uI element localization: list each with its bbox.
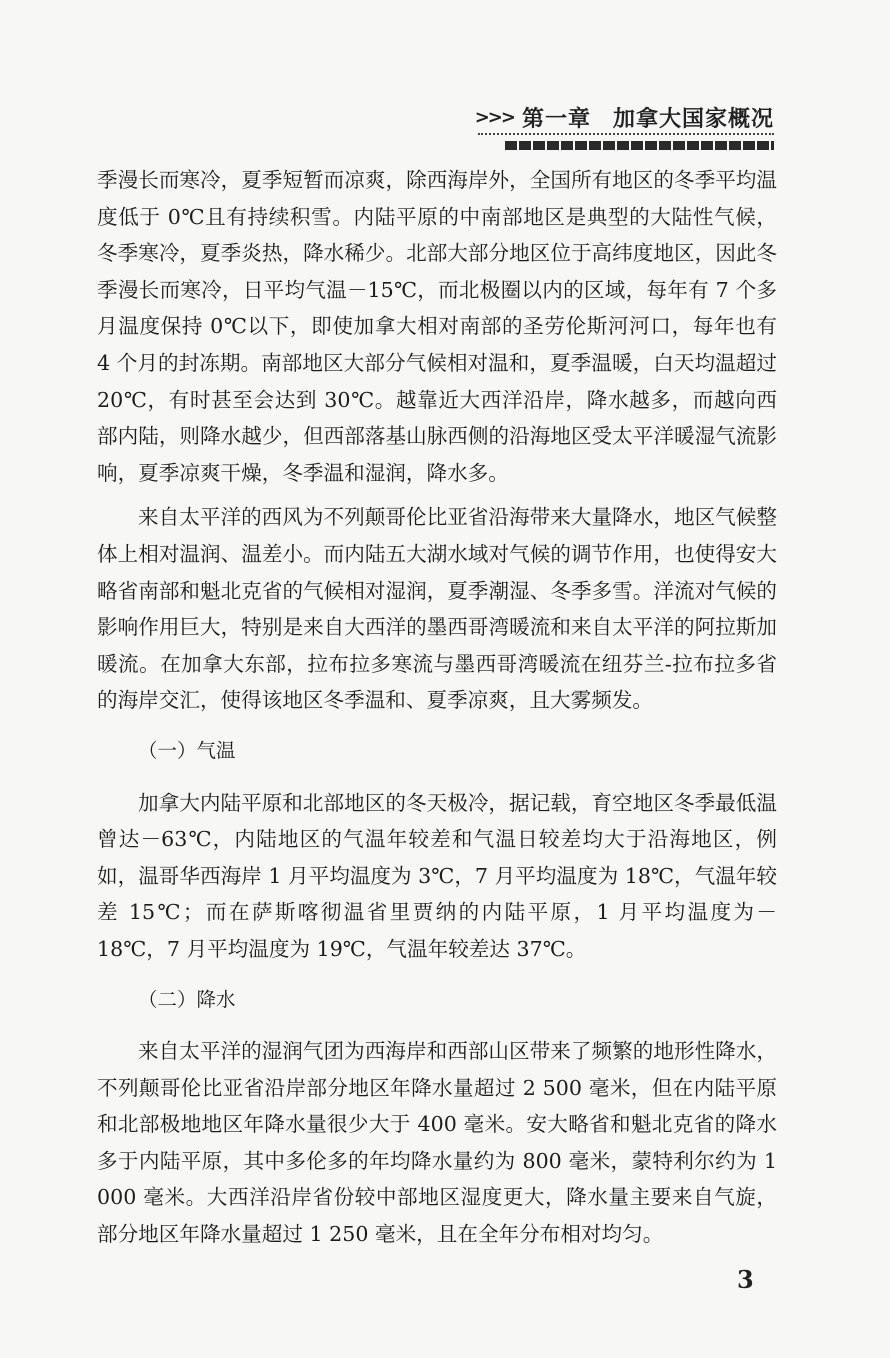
paragraph-climate-overview: 季漫长而寒冷，夏季短暂而凉爽，除西海岸外，全国所有地区的冬季平均温度低于 0℃且有持续积雪。内陆平原的中南部地区是典型的大陆性气候，冬季寒冷，夏季炎热，降水稀少。北部大部分地区位于高纬度地区，因此冬季漫长而寒冷，日平均气温－15℃，而北极圈以内的区域，每年有 7 个多月温度保持 0℃以下，即使加拿大相对南部的圣劳伦斯河河口，每年也有 4 个月的封冻期。南部地区大部分气候相对温和，夏季温暖，白天均温超过 20℃，有时甚至会达到 30℃。越靠近大西洋沿岸，降水越多，而越向西部内陆，则降水越少，但西部落基山脉西侧的沿海地区受太平洋暖湿气流影响，夏季凉爽干燥，冬季温和湿润，降水多。 bbox=[97, 168, 777, 485]
paragraph-temperature: 加拿大内陆平原和北部地区的冬天极冷，据记载，育空地区冬季最低温曾达－63℃，内陆地区的气温年较差和气温日较差均大于沿海地区，例如，温哥华西海岸 1 月平均温度为 3℃，7 月平均温度为 18℃，气温年较差 15℃；而在萨斯喀彻温省里贾纳的内陆平原，1 月平均温度为－18℃，7 月平均温度为 19℃，气温年较差达 37℃。 bbox=[97, 790, 777, 961]
paragraph-precipitation: 来自太平洋的湿润气团为西海岸和西部山区带来了频繁的地形性降水，不列颠哥伦比亚省沿岸部分地区年降水量超过 2 500 毫米，但在内陆平原和北部极地地区年降水量很少大于 400 毫米。安大略省和魁北克省的降水多于内陆平原，其中多伦多的年均降水量约为 800 毫米，蒙特利尔约为 1 000 毫米。大西洋沿岸省份较中部地区湿度更大，降水量主要来自气旋，部分地区年降水量超过 1 250 毫米，且在全年分布相对均匀。 bbox=[97, 1039, 777, 1247]
page-number: 3 bbox=[737, 1265, 754, 1294]
header-decorative-bar bbox=[505, 141, 774, 150]
paragraph-ocean-influence: 来自太平洋的西风为不列颠哥伦比亚省沿海带来大量降水，地区气候整体上相对温润、温差小。而内陆五大湖水域对气候的调节作用，也使得安大略省南部和魁北克省的气候相对湿润，夏季潮湿、冬季多雪。洋流对气候的影响作用巨大，特别是来自大西洋的墨西哥湾暖流和来自太平洋的阿拉斯加暖流。在加拿大东部，拉布拉多寒流与墨西哥湾暖流在纽芬兰-拉布拉多省的海岸交汇，使得该地区冬季温和、夏季凉爽，且大雾频发。 bbox=[97, 505, 777, 713]
section-heading-precipitation: （二）降水 bbox=[138, 988, 236, 1012]
chapter-label: 第一章 bbox=[521, 106, 591, 132]
body-text bbox=[97, 162, 777, 1253]
running-header bbox=[475, 100, 774, 134]
chevrons-icon: >>> bbox=[474, 106, 514, 128]
chapter-title: 加拿大国家概况 bbox=[612, 106, 774, 132]
section-heading-temperature: （一）气温 bbox=[138, 738, 236, 762]
header-dotted-rule bbox=[478, 133, 774, 137]
